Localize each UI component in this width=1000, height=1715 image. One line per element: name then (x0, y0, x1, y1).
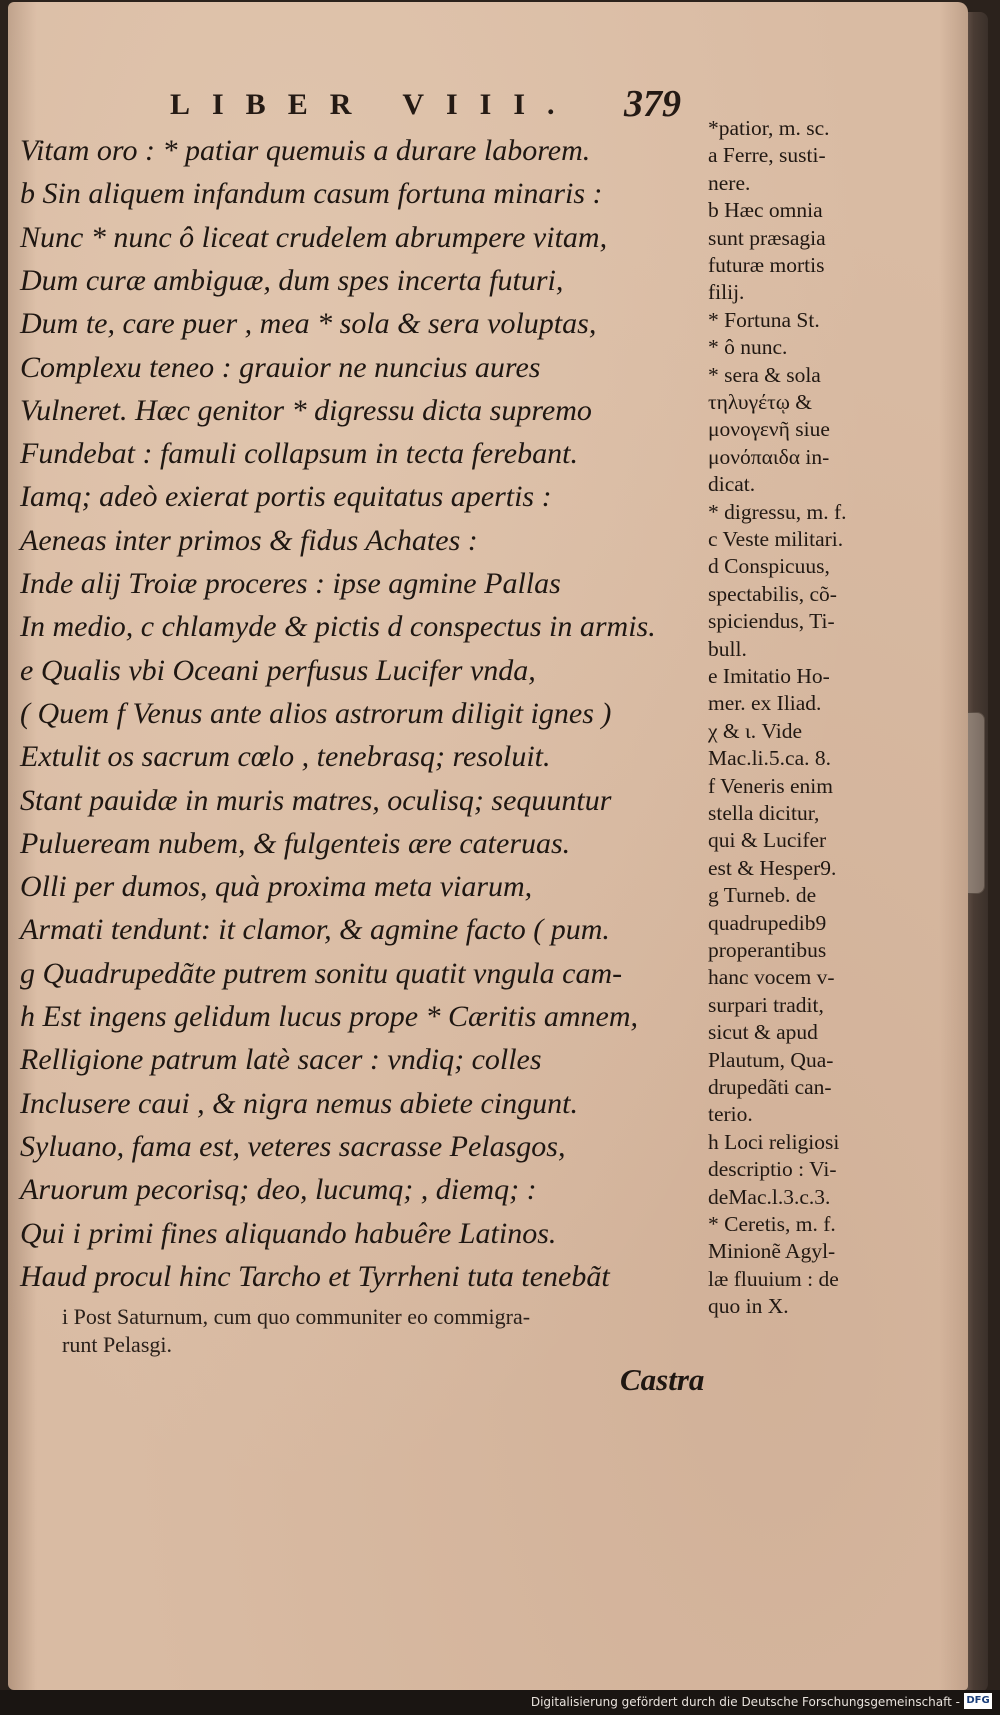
credit-bar (0, 1690, 1000, 1715)
verse-line: Dum curæ ambiguæ, dum spes incerta futuri, (20, 263, 564, 297)
verse-line: Nunc * nunc ô liceat crudelem abrumpere vitam, (20, 220, 608, 254)
marginal-note-line: e Imitatio Ho- (708, 664, 830, 688)
marginal-note-line: *patior, m. sc. (708, 116, 830, 140)
page-number: 379 (624, 83, 681, 125)
marginal-note-line: stella dicitur, (708, 801, 820, 825)
marginal-note-line: filij. (708, 280, 745, 305)
page-header (150, 82, 710, 130)
verse-line: Aeneas inter primos & fidus Achates : (20, 523, 478, 557)
marginal-note-line: f Veneris enim (708, 773, 833, 798)
marginal-note-line: quadrupedib9 (708, 910, 827, 935)
footnote-line: i Post Saturnum, cum quo communiter eo commigra- (62, 1304, 531, 1329)
marginal-note-line: spectabilis, cõ- (708, 581, 837, 606)
marginal-note-line: * Ceretis, m. f. (708, 1212, 836, 1236)
verse-line: In medio, c chlamyde & pictis d conspectus in armis. (20, 610, 656, 644)
marginal-note-line: mer. ex Iliad. (708, 691, 822, 716)
verse-line: Inclusere caui , & nigra nemus abiete cingunt. (20, 1086, 578, 1120)
verse-line: ( Quem f Venus ante alios astrorum diligit ignes ) (20, 696, 612, 730)
verse-line: Aruorum pecorisq; deo, lucumq; , diemq; : (20, 1173, 537, 1207)
verse-line: Dum te, care puer , mea * sola & sera voluptas, (20, 307, 597, 341)
marginal-note-line: * digressu, m. f. (708, 499, 847, 524)
verse-line: Relligione patrum latè sacer : vndiq; colles (20, 1043, 542, 1077)
marginal-note-line: spiciendus, Ti- (708, 609, 835, 634)
marginal-note-line: Plautum, Qua- (708, 1047, 834, 1072)
dfg-credit-text: Digitalisierung gefördert durch die Deutsche Forschungsgemeinschaft - (530, 1695, 960, 1709)
marginal-note-line: bull. (708, 636, 747, 661)
footnote-line: runt Pelasgi. (62, 1332, 172, 1357)
verse-line: Haud procul hinc Tarcho et Tyrrheni tuta tenebãt (20, 1259, 610, 1293)
marginal-note-line: sicut & apud (708, 1020, 818, 1045)
verse-line: Stant pauidæ in muris matres, oculisq; sequuntur (20, 783, 612, 817)
marginal-note-line: sunt præsagia (708, 225, 826, 250)
marginal-note-line: c Veste militari. (708, 527, 844, 551)
verse-line: Syluano, fama est, veteres sacrasse Pelasgos, (20, 1129, 566, 1163)
marginal-note-line: læ fluuium : de (708, 1266, 839, 1291)
verse-line: Qui i primi fines aliquando habuêre Latinos. (20, 1216, 557, 1250)
marginal-note-line: h Loci religiosi (708, 1129, 840, 1154)
marginal-note-line: μονογενῆ siue (708, 417, 830, 442)
marginal-note-line: dicat. (708, 472, 756, 497)
marginal-note-line: g Turneb. de (708, 883, 817, 908)
verse-line: Vulneret. Hæc genitor * digressu dicta supremo (20, 393, 592, 427)
marginal-note-line: drupedãti can- (708, 1075, 832, 1099)
marginal-note-line: quo in X. (708, 1294, 789, 1319)
verse-line: Inde alij Troiæ proceres : ipse agmine Pallas (20, 567, 561, 600)
marginal-note-line: est & Hesper9. (708, 855, 837, 880)
marginal-note-line: Mac.li.5.ca. 8. (708, 746, 831, 771)
marginal-note-line: properantibus (708, 938, 827, 962)
verse-line: b Sin aliquem infandum casum fortuna minaris : (20, 177, 603, 211)
marginal-note-line: a Ferre, susti- (708, 143, 826, 168)
marginal-note-line: χ & ι. Vide (708, 718, 803, 743)
verse-line: Armati tendunt: it clamor, & agmine facto ( pum. (20, 913, 610, 947)
marginal-note-line: Minionẽ Agyl- (708, 1239, 836, 1264)
catchword: Castra (620, 1362, 705, 1397)
marginal-note-line: deMac.l.3.c.3. (708, 1184, 831, 1209)
marginal-note-line: nere. (708, 170, 751, 195)
marginal-note-line: d Conspicuus, (708, 554, 830, 579)
marginal-note-line: hanc vocem v- (708, 965, 835, 990)
marginal-note-line: * ô nunc. (708, 335, 788, 360)
marginal-note-line: μονόπαιδα in- (708, 444, 830, 469)
marginal-note-line: surpari tradit, (708, 992, 824, 1017)
verse-line: e Qualis vbi Oceani perfusus Lucifer vnda, (20, 653, 536, 687)
marginal-note-line: qui & Lucifer (708, 828, 827, 853)
marginal-note-line: * sera & sola (708, 362, 821, 387)
marginal-note-line: terio. (708, 1102, 753, 1127)
verse-line: Complexu teneo : grauior ne nuncius aures (20, 350, 541, 384)
marginal-note-line: futuræ mortis (708, 253, 825, 277)
marginal-note-line: * Fortuna St. (708, 307, 820, 332)
running-head: LIBER VIII. (170, 88, 577, 121)
verse-line: Vitam oro : * patiar quemuis a durare laborem. (20, 134, 591, 167)
marginal-note-line: descriptio : Vi- (708, 1157, 837, 1182)
verse-line: Iamq; adeò exierat portis equitatus apertis : (20, 480, 552, 514)
verse-line: g Quadrupedãte putrem sonitu quatit vngula cam- (20, 956, 623, 990)
verse-line: Extulit os sacrum cœlo , tenebrasq; resoluit. (20, 740, 551, 774)
verse-line: h Est ingens gelidum lucus prope * Cæritis amnem, (20, 1000, 639, 1033)
verse-line: Olli per dumos, quà proxima meta viarum, (20, 870, 533, 904)
marginal-note-line: b Hæc omnia (708, 198, 823, 223)
dfg-logo: DFG (964, 1693, 992, 1709)
verse-line: Pulueream nubem, & fulgenteis ære cateruas. (20, 826, 571, 860)
marginal-note-line: τηλυγέτῳ & (708, 390, 812, 414)
verse-line: Fundebat : famuli collapsum in tecta ferebant. (20, 437, 578, 471)
